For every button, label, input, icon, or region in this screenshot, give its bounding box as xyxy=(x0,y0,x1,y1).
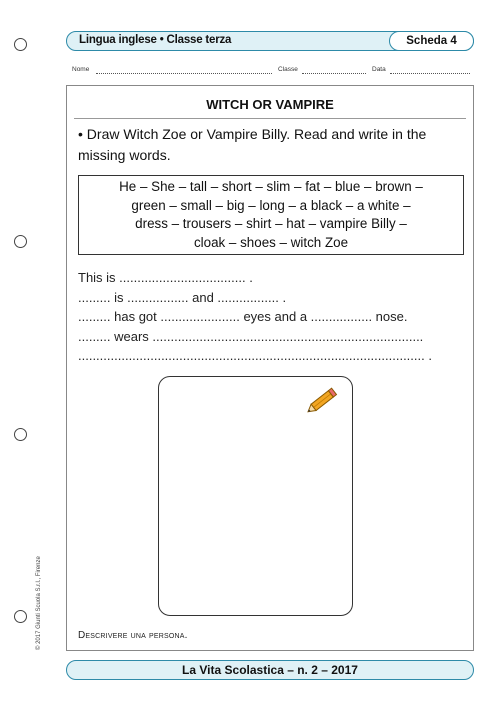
copyright-text: © 2017 Giunti Scuola S.r.l., Firenze xyxy=(36,556,42,650)
fill-line[interactable]: ................................................................................................ . xyxy=(78,348,432,363)
instruction-text: • Draw Witch Zoe or Vampire Billy. Read and write in the missing words. xyxy=(78,126,427,163)
title-divider xyxy=(74,118,466,119)
fill-line[interactable]: This is ................................... . xyxy=(78,270,253,285)
binder-hole-1 xyxy=(14,38,27,51)
binder-hole-2 xyxy=(14,235,27,248)
student-fields xyxy=(72,66,472,78)
fill-in-lines xyxy=(78,268,470,366)
class-label: Classe xyxy=(278,66,298,73)
binder-hole-3 xyxy=(14,428,27,441)
footer-bar: La Vita Scolastica – n. 2 – 2017 xyxy=(66,660,474,680)
header-bar xyxy=(66,31,474,51)
date-field[interactable] xyxy=(390,72,470,74)
subject-label: Lingua inglese • Classe terza xyxy=(79,34,232,46)
class-field[interactable] xyxy=(302,72,366,74)
fill-line[interactable]: ......... has got ...................... eyes and a ................. nose. xyxy=(78,309,408,324)
date-label: Data xyxy=(372,66,386,73)
word-bank-line: cloak – shoes – witch Zoe xyxy=(193,234,349,250)
sheet-badge: Scheda 4 xyxy=(389,31,474,51)
worksheet-title: WITCH OR VAMPIRE xyxy=(206,97,334,112)
fill-line[interactable]: ......... is ................. and ................. . xyxy=(78,289,287,305)
fill-line[interactable]: ......... wears ........................................................................... xyxy=(78,328,424,344)
word-bank-line: green – small – big – long – a black – a white – xyxy=(131,197,411,213)
word-bank xyxy=(78,175,464,255)
pencil-icon xyxy=(303,383,343,417)
caption-text: Descrivere una persona. xyxy=(78,630,188,641)
name-field[interactable] xyxy=(96,72,272,74)
word-bank-line: He – She – tall – short – slim – fat – blue – brown – xyxy=(119,179,423,194)
name-label: Nome xyxy=(72,66,90,73)
word-bank-line: dress – trousers – shirt – hat – vampire Billy – xyxy=(135,216,407,231)
binder-hole-4 xyxy=(14,610,27,623)
